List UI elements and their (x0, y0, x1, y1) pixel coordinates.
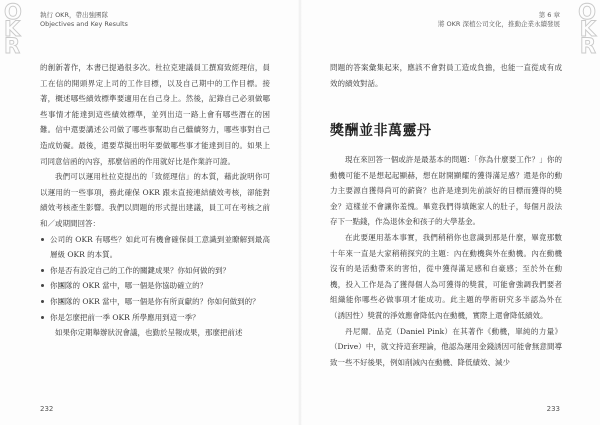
paragraph: 我們可以運用杜拉克提出的「致經理信」的本質，藉此說明你可以運用的一些事項，務此確保 OKR 跟未直接連結績效考核，卻能對績效考核產生影響。我們以問題的形式提出建議，員工可在考核之前和／或期間回答： (40, 172, 270, 228)
list-item: 你是否有設定自己的工作的關鍵成果？你如何做的到？ (40, 263, 270, 279)
section-title: 獎酬並非萬靈丹 (330, 123, 432, 139)
paragraph: 現在來回答一個或許是最基本的問題：「你為什麼要工作？」你的動機可能不是想起起顯赫，想在財開顯耀的獲得滿足感？還是你的動力主要源自獲得尚可的薪資？也許是達到先前談好的目標而獲得的獎金？這樣並不會讓你羞愧。畢竟我們得填飽家人的肚子，每個月設法存下一點錢，作為退休金和孩子的大學基金。 (330, 155, 562, 227)
bullet-icon (41, 316, 44, 319)
book-title-zh: 執行 OKR，帶出強團隊 (40, 11, 108, 19)
okr-watermark-left: O K R (4, 0, 22, 58)
list-item: 你團隊的 OKR 當中，哪一個是你有所貢獻的？你如何做到的？ (40, 294, 270, 310)
list-item: 你是怎麼把前一季 OKR 所學應用到這一季？ (40, 310, 270, 326)
page-number: 232 (40, 405, 54, 413)
list-item: 你團隊的 OKR 當中，哪一個是你協助確立的？ (40, 278, 270, 294)
bullet-icon (41, 238, 44, 241)
bullet-icon (41, 269, 44, 272)
paragraph: 如果你定期舉辦狀況會議，也勤於呈報成果，那麼把前述 (55, 328, 243, 338)
question-list (40, 232, 270, 326)
paragraph: 在此要運用基本事實，我們稍稍你也意識到那是什麼，畢竟那數十年來一直是大家稍稍探究的主題：內在動機與外在動機。內在動機沒有的是活動帶來的害怕，從中獲得滿足感和自豪感；至於外在動機，投入工作是為了獲得個人為可獲得的獎賞，可能會強調我們要者組織能你哪些必做事項才能成功。此主題的學術研究多半認為外在（誘因性）獎賞的淨效應會降低內在動機，實際上還會降低績效。 (330, 232, 562, 320)
running-head-left (40, 11, 128, 29)
right-body (330, 152, 562, 370)
bullet-icon (41, 284, 44, 287)
right-opening (330, 60, 562, 91)
page-number: 233 (546, 405, 560, 413)
right-page (302, 0, 600, 425)
paragraph: 的創新著作，本書已提過很多次。杜拉克建議員工撰寫致經理信，員工在信的開頭界定上司的工作目標，以及自己期中的工作目標。接著，概述哪些績效標準要適用在自己身上。然後，記錄自己必須做哪些事情才能達到這些績效標準，並列出這一路上會有哪些潛在的困難。信中還要講述公司做了哪些事幫助自己繼續努力，哪些事對自己造成妨礙。最後，還要草擬出明年要做哪些事才能達到目的。如果上司同意信函的內容，那麼信函的作用就好比是作業許可證。 (40, 63, 270, 166)
paragraph: 問題的答案彙集起來，應該不會對員工造成負擔，也能一直從成有成效的績效對話。 (330, 63, 562, 88)
left-body (40, 60, 270, 341)
okr-watermark-right: O K R (578, 0, 596, 58)
paragraph: 丹尼爾．品克（Daniel Pink）在其著作《動機，單純的力量》（Drive）中，就文持這套理論，他認為運用金錢誘因可能會無意間導致一些不好後果，例如削減內在動機、降低績效、減少 (330, 326, 562, 367)
bullet-icon (41, 300, 44, 303)
list-item: 公司的 OKR 有哪些？如此可有機會確保員工意識到並瞭解到最高層級 OKR 的本質。 (40, 232, 270, 263)
left-page (0, 0, 298, 425)
chapter-label: 第 6 章 (538, 11, 560, 19)
running-head-right (438, 11, 560, 29)
chapter-title: 將 OKR 深植公司文化，推動企業永續發展 (437, 20, 560, 28)
book-title-en: Objectives and Key Results (40, 20, 128, 28)
